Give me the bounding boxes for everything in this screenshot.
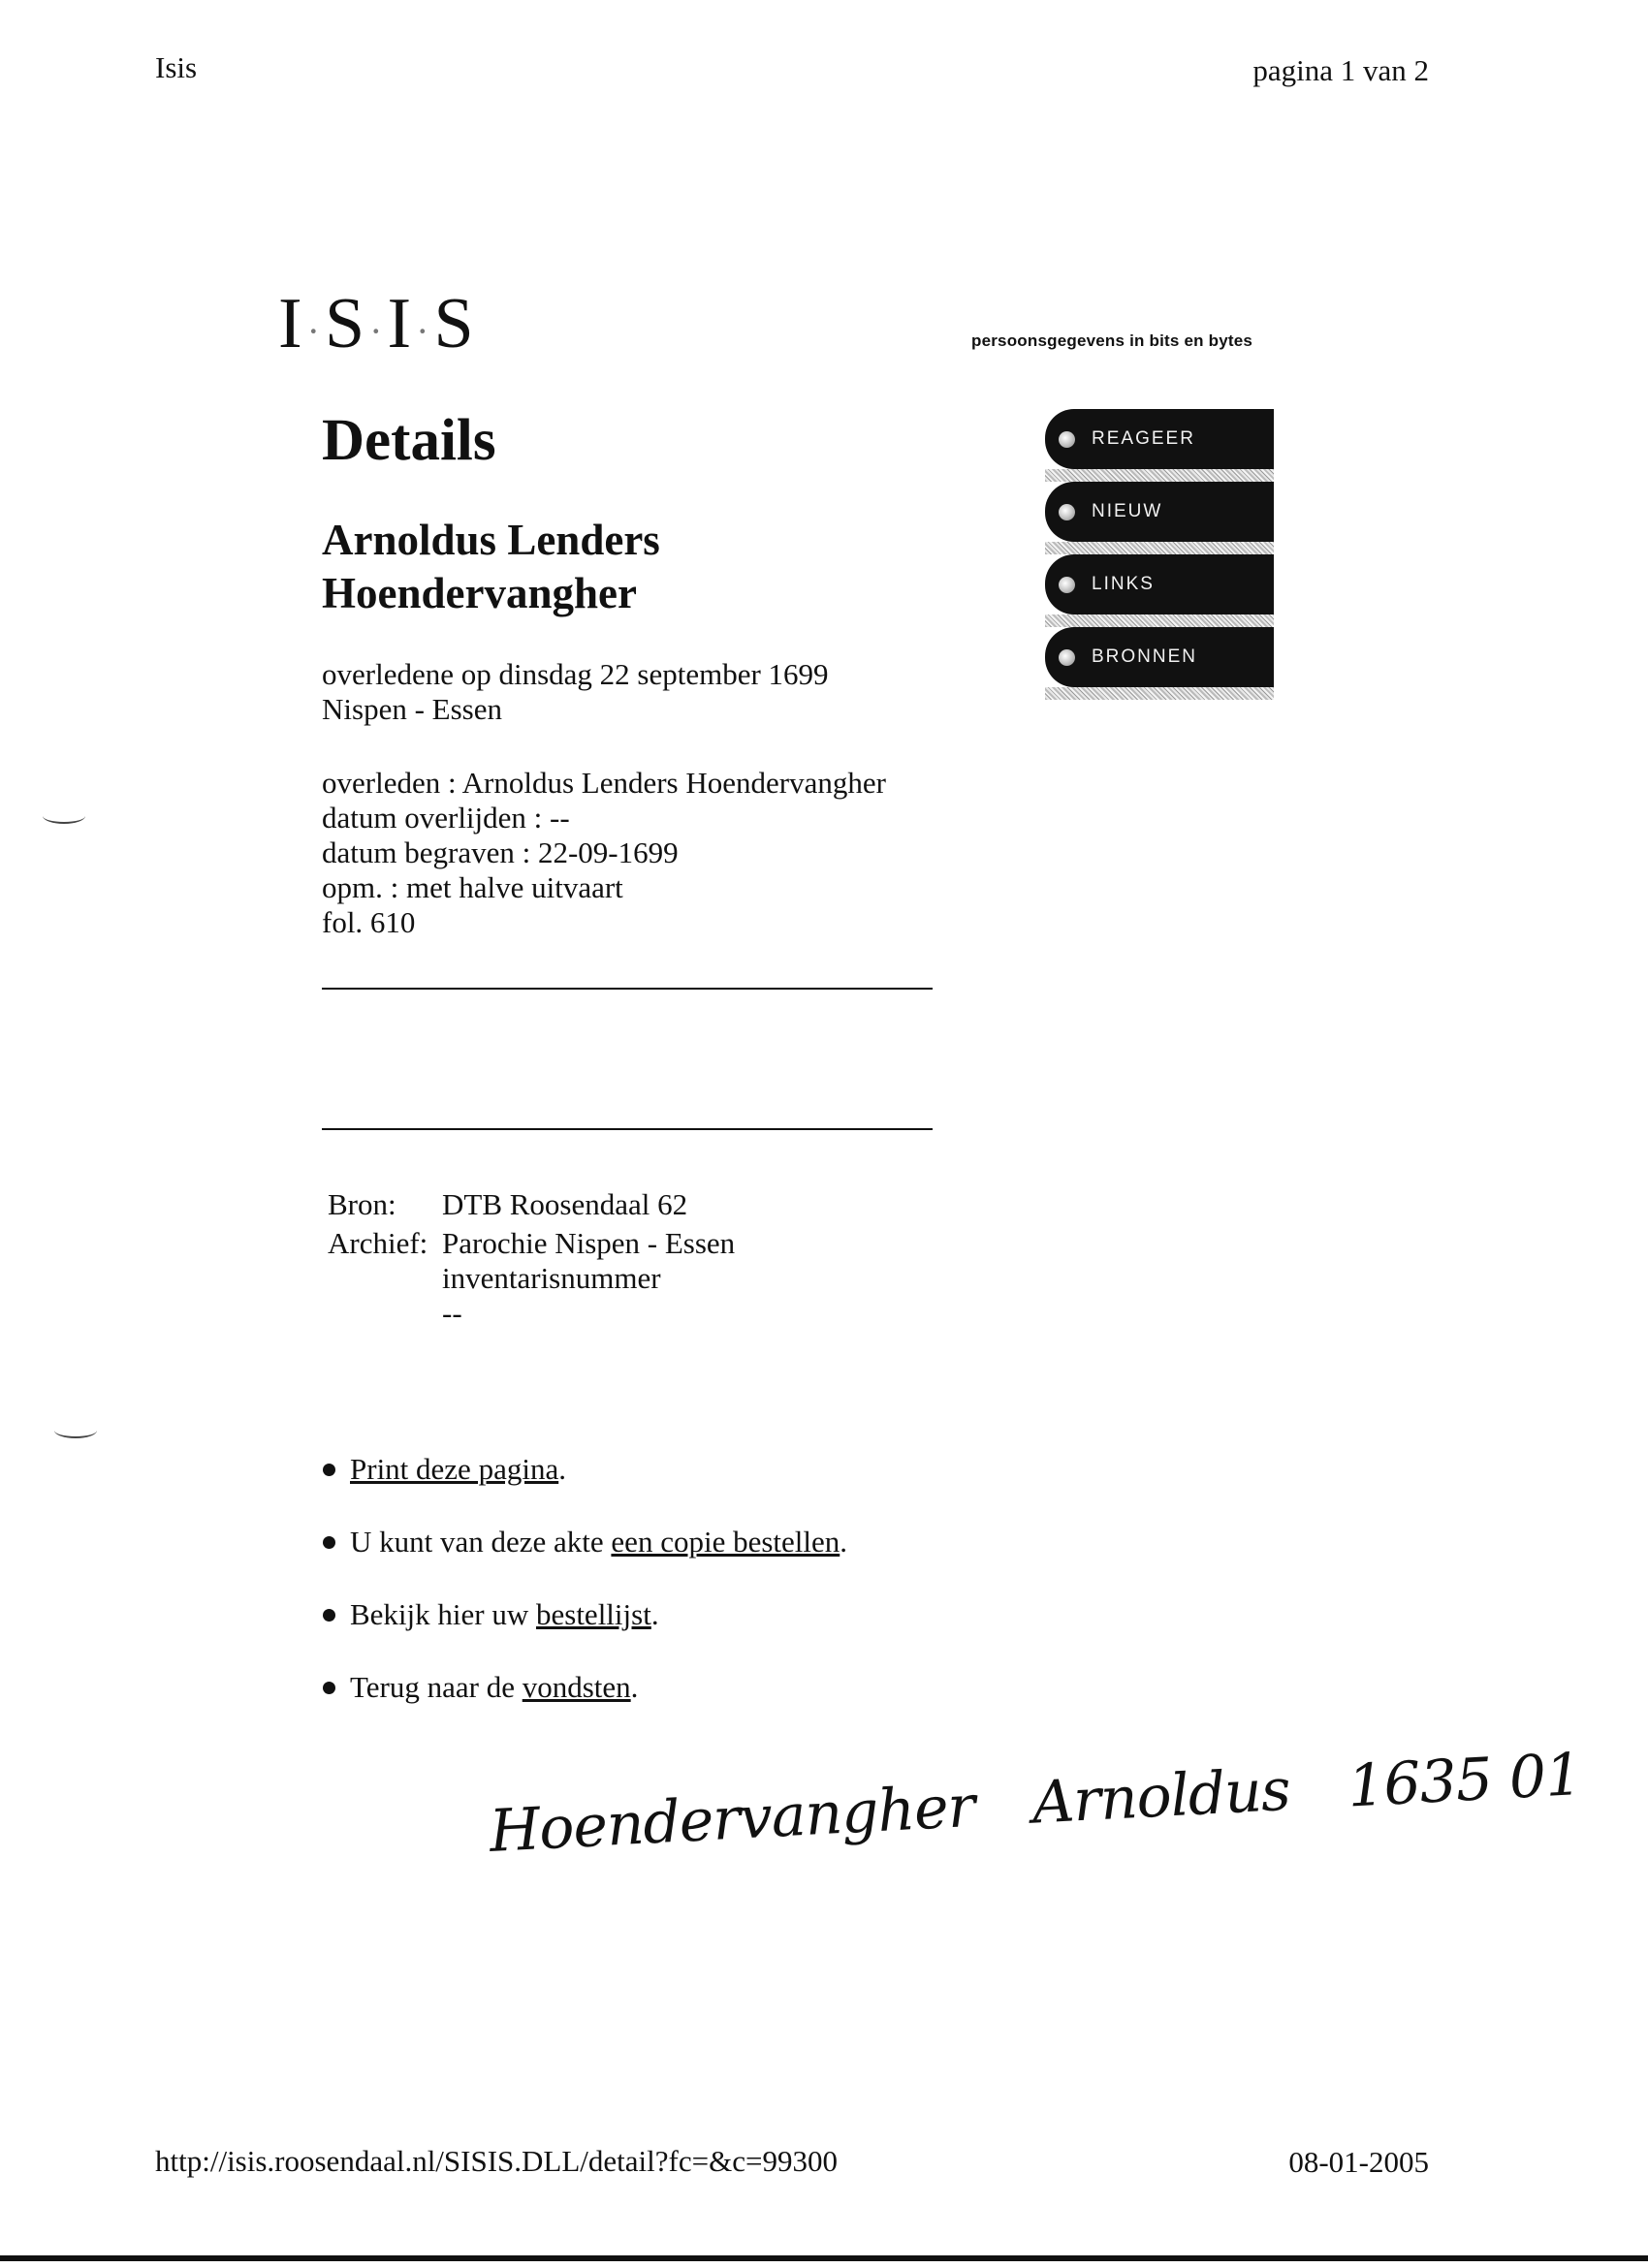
logo-dot: ·: [416, 308, 431, 353]
order-copy-link[interactable]: een copie bestellen: [611, 1525, 840, 1559]
site-logo[interactable]: [278, 283, 476, 365]
logo-letter: S: [433, 284, 476, 363]
punch-mark: [54, 1423, 97, 1438]
nav-item-label: REAGEER: [1092, 428, 1195, 449]
divider: [322, 1128, 933, 1130]
summary-date: overledene op dinsdag 22 september 1699: [322, 657, 829, 691]
link-suffix: .: [558, 1452, 566, 1486]
divider: [322, 988, 933, 990]
source-row-bron: [328, 1187, 735, 1226]
list-item: [323, 1525, 847, 1559]
nav-bullet-icon: [1059, 577, 1075, 593]
record-details: [322, 766, 886, 940]
archief-label: Archief:: [328, 1226, 428, 1260]
bron-label: Bron:: [328, 1187, 396, 1221]
source-table: [328, 1187, 735, 1335]
link-suffix: .: [840, 1525, 848, 1559]
archief-line: inventarisnummer: [442, 1261, 661, 1295]
bullet-icon: [323, 1464, 335, 1476]
print-page-number: pagina 1 van 2: [1252, 53, 1429, 87]
nav-item-label: NIEUW: [1092, 501, 1163, 521]
archief-line: --: [442, 1296, 462, 1330]
nav-item-label: LINKS: [1092, 574, 1155, 594]
bullet-icon: [323, 1609, 335, 1622]
action-text: Terug naar de: [350, 1670, 523, 1704]
logo-letter: I: [387, 284, 414, 363]
nav-item-nieuw[interactable]: [1045, 482, 1274, 542]
punch-mark: [43, 808, 85, 824]
death-summary: [322, 657, 829, 727]
link-suffix: .: [650, 1597, 659, 1631]
nav-separator: [1045, 614, 1274, 627]
side-navigation: [1045, 409, 1274, 700]
handwritten-firstname: Arnoldus: [1030, 1755, 1292, 1838]
person-name-line: Arnoldus Lenders: [322, 516, 660, 564]
print-footer-url: http://isis.roosendaal.nl/SISIS.DLL/detail?fc=&c=99300: [155, 2144, 838, 2178]
logo-dot: ·: [306, 308, 322, 353]
action-text: U kunt van deze akte: [350, 1525, 612, 1559]
order-list-link[interactable]: bestellijst: [536, 1597, 651, 1631]
site-tagline: persoonsgegevens in bits en bytes: [971, 331, 1253, 350]
page-title: Details: [322, 408, 496, 473]
bullet-icon: [323, 1536, 335, 1549]
record-line: overleden : Arnoldus Lenders Hoendervangher: [322, 766, 886, 800]
nav-item-reageer[interactable]: [1045, 409, 1274, 469]
nav-item-label: BRONNEN: [1092, 646, 1198, 667]
nav-separator: [1045, 469, 1274, 482]
person-name: [322, 514, 1000, 620]
handwritten-note: [488, 1741, 1583, 1866]
record-line: opm. : met halve uitvaart: [322, 870, 623, 904]
bullet-icon: [323, 1682, 335, 1694]
list-item: [323, 1597, 847, 1632]
nav-bullet-icon: [1059, 504, 1075, 520]
person-name-line: Hoendervangher: [322, 569, 637, 617]
source-row-archief: [328, 1226, 735, 1335]
record-line: datum overlijden : --: [322, 801, 570, 835]
nav-bullet-icon: [1059, 431, 1075, 448]
record-line: fol. 610: [322, 905, 416, 939]
nav-item-links[interactable]: [1045, 554, 1274, 614]
nav-bullet-icon: [1059, 649, 1075, 666]
list-item: [323, 1670, 847, 1705]
link-suffix: .: [630, 1670, 639, 1704]
nav-item-bronnen[interactable]: [1045, 627, 1274, 687]
print-page-link[interactable]: Print deze pagina: [350, 1452, 559, 1486]
logo-letter: S: [324, 284, 367, 363]
logo-letter: I: [278, 284, 304, 363]
handwritten-code: 1635 01: [1346, 1741, 1583, 1821]
print-header-title: Isis: [155, 50, 198, 84]
archief-value: [442, 1226, 735, 1335]
action-list: [323, 1452, 847, 1743]
back-to-results-link[interactable]: vondsten: [522, 1670, 631, 1704]
summary-place: Nispen - Essen: [322, 692, 502, 726]
nav-separator: [1045, 687, 1274, 700]
archief-line: Parochie Nispen - Essen: [442, 1226, 736, 1260]
list-item: [323, 1452, 847, 1487]
action-text: Bekijk hier uw: [350, 1597, 536, 1631]
nav-separator: [1045, 542, 1274, 554]
bron-value: DTB Roosendaal 62: [442, 1187, 688, 1221]
handwritten-surname: Hoendervangher: [488, 1772, 976, 1866]
record-line: datum begraven : 22-09-1699: [322, 835, 679, 869]
logo-dot: ·: [369, 308, 385, 353]
print-footer-date: 08-01-2005: [1288, 2145, 1429, 2179]
scan-edge: [0, 2255, 1648, 2261]
